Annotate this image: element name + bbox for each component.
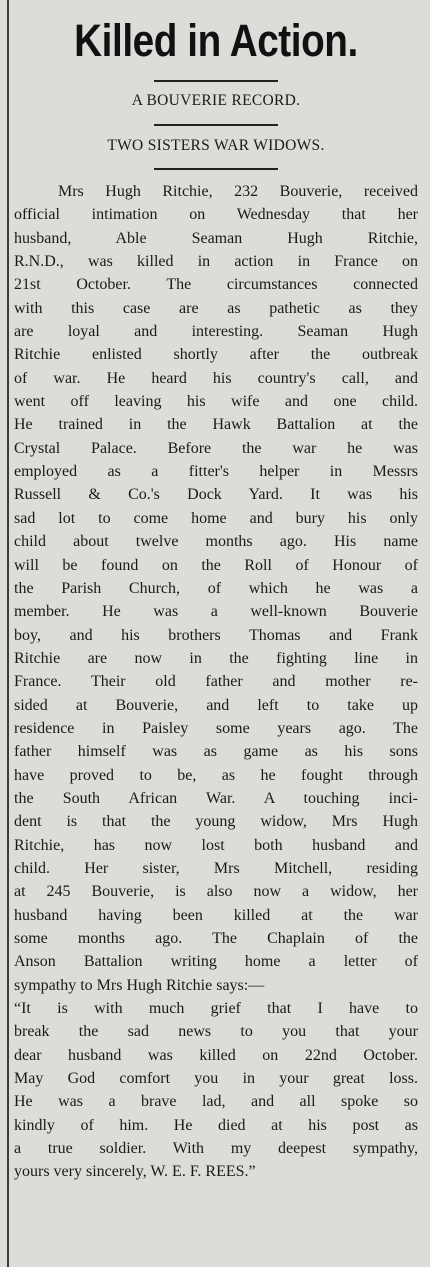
- body-line: husband, Able Seaman Hugh Ritchie,: [14, 229, 418, 247]
- body-line: He trained in the Hawk Battalion at the: [14, 416, 418, 434]
- body-line: break the sad news to you that your: [14, 1023, 418, 1041]
- body-line: sided at Bouverie, and left to take up: [14, 696, 418, 714]
- body-line: father himself was as game as his sons: [14, 743, 418, 761]
- body-line: Russell & Co.'s Dock Yard. It was his: [14, 486, 418, 504]
- body-line: boy, and his brothers Thomas and Frank: [14, 626, 418, 644]
- article-body: [14, 180, 418, 1184]
- article-headline: Killed in Action.: [74, 15, 358, 66]
- body-line: went off leaving his wife and one child.: [14, 393, 418, 411]
- body-line: child. Her sister, Mrs Mitchell, residing: [14, 859, 418, 877]
- body-line: kindly of him. He died at his post as: [14, 1116, 418, 1134]
- body-line: dent is that the young widow, Mrs Hugh: [14, 813, 418, 831]
- body-line: Anson Battalion writing home a letter of: [14, 953, 418, 971]
- body-line: are loyal and interesting. Seaman Hugh: [14, 323, 418, 341]
- body-line: France. Their old father and mother re-: [14, 673, 418, 691]
- body-line: Crystal Palace. Before the war he was: [14, 439, 418, 457]
- body-line: 21st October. The circumstances connected: [14, 276, 418, 294]
- body-line: “It is with much grief that I have to: [14, 1000, 418, 1018]
- body-line: child about twelve months ago. His name: [14, 533, 418, 551]
- body-line: the South African War. A touching inci-: [14, 789, 418, 807]
- body-line: R.N.D., was killed in action in France on: [14, 253, 418, 271]
- subheading-divider: [154, 124, 278, 126]
- headline-divider: [154, 80, 278, 82]
- body-line: a true soldier. With my deepest sympathy,: [14, 1140, 418, 1158]
- body-line: have proved to be, as he fought through: [14, 766, 418, 784]
- body-line: Mrs Hugh Ritchie, 232 Bouverie, received: [58, 183, 418, 200]
- body-line: He was a brave lad, and all spoke so: [14, 1093, 418, 1111]
- body-line: the Parish Church, of which he was a: [14, 579, 418, 597]
- article-subheading-2: TWO SISTERS WAR WIDOWS.: [107, 137, 325, 154]
- body-line: sad lot to come home and bury his only: [14, 509, 418, 527]
- body-divider: [154, 168, 278, 170]
- body-line: official intimation on Wednesday that her: [14, 206, 418, 224]
- body-line: residence in Paisley some years ago. The: [14, 719, 418, 737]
- body-line: some months ago. The Chaplain of the: [14, 930, 418, 947]
- body-line: Ritchie, has now lost both husband and: [14, 836, 418, 854]
- body-line: yours very sincerely, W. E. F. REES.”: [14, 1163, 256, 1181]
- body-line: Ritchie enlisted shortly after the outbreak: [14, 346, 418, 364]
- body-line: of war. He heard his country's call, and: [14, 369, 418, 387]
- column-rule: [7, 0, 9, 1267]
- body-line: with this case are as pathetic as they: [14, 299, 418, 317]
- body-line: dear husband was killed on 22nd October.: [14, 1046, 418, 1064]
- body-line: employed as a fitter's helper in Messrs: [14, 463, 418, 481]
- article-subheading-1: A BOUVERIE RECORD.: [131, 92, 301, 109]
- body-line: sympathy to Mrs Hugh Ritchie says:—: [14, 976, 265, 994]
- body-line: at 245 Bouverie, is also now a widow, her: [14, 883, 418, 901]
- body-line: Ritchie are now in the fighting line in: [14, 649, 418, 667]
- body-line: husband having been killed at the war: [14, 906, 418, 924]
- body-line: member. He was a well-known Bouverie: [14, 603, 418, 621]
- body-line: will be found on the Roll of Honour of: [14, 556, 418, 574]
- body-line: May God comfort you in your great loss.: [14, 1070, 418, 1088]
